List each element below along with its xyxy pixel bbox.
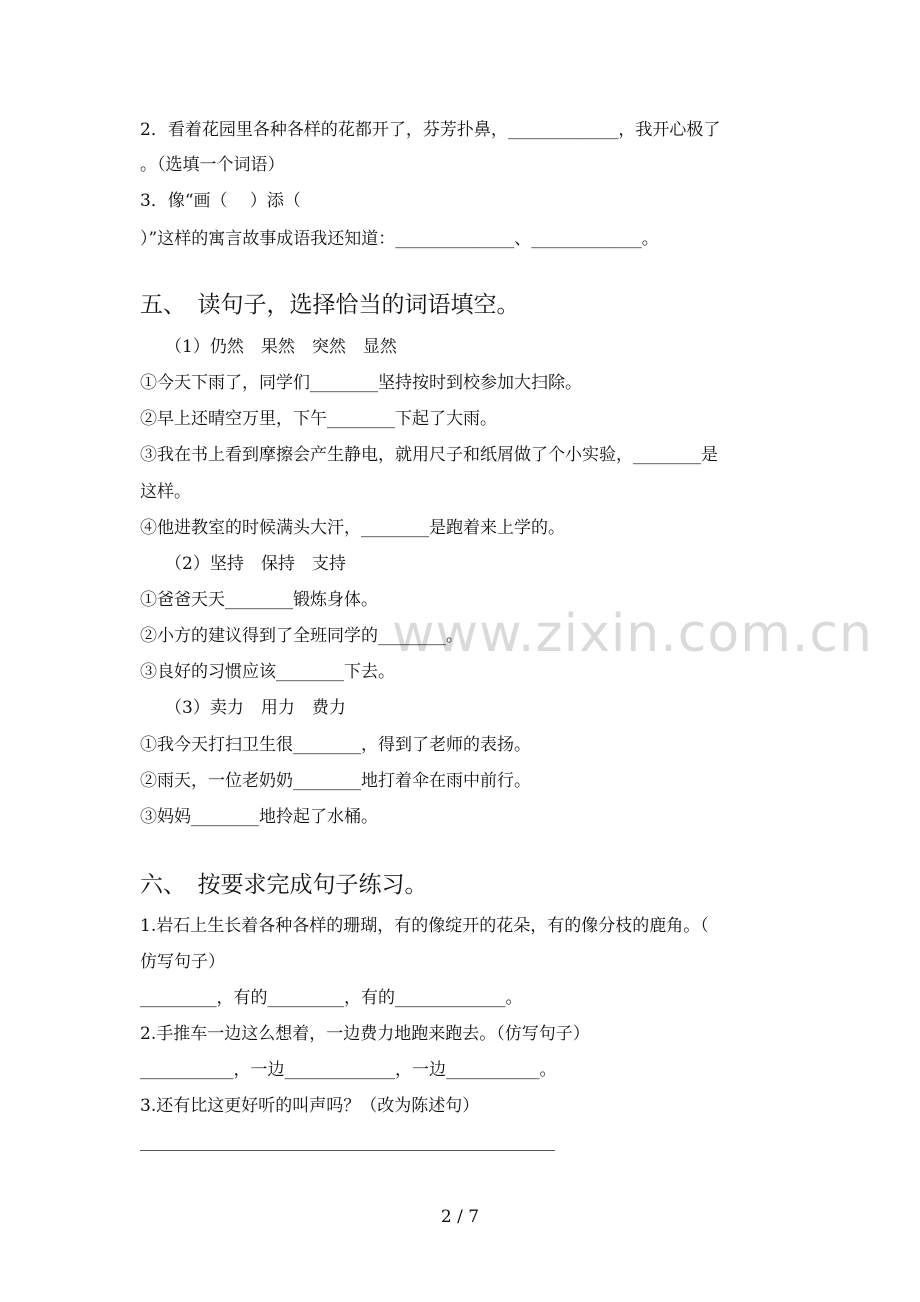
answer-line xyxy=(140,1150,555,1151)
watermark: www.zixin.com.cn xyxy=(392,604,873,664)
section-6-question-1-answer: _________，有的_________，有的_____________。 xyxy=(140,988,523,1008)
group-1-item-2: ②早上还晴空万里，下午________下起了大雨。 xyxy=(140,409,497,429)
section-4-question-3-line-1: 3．像“画（ ）添（ xyxy=(140,191,301,211)
group-2-item-2: ②小方的建议得到了全班同学的________。 xyxy=(140,626,463,646)
section-5-heading: 五、 读句子，选择恰当的词语填空。 xyxy=(140,292,520,318)
section-6-question-2-line-1: 2.手推车一边这么想着，一边费力地跑来跑去。（仿写句子） xyxy=(140,1024,590,1044)
section-6-question-3-line-1: 3.还有比这更好听的叫声吗？（改为陈述句） xyxy=(140,1096,480,1116)
group-1-item-3-continued: 这样。 xyxy=(140,482,191,502)
section-6-heading: 六、 按要求完成句子练习。 xyxy=(140,872,428,898)
group-3-item-3: ③妈妈________地拎起了水桶。 xyxy=(140,807,378,827)
section-4-question-2-line-1: 2．看着花园里各种各样的花都开了，芬芳扑鼻，_____________，我开心极了 xyxy=(140,120,721,140)
section-4-question-3-line-2: ）”这样的寓言故事成语我还知道：______________、_____________。 xyxy=(140,229,659,249)
section-6-question-1-line-2: 仿写句子） xyxy=(140,952,225,972)
group-2-item-1: ①爸爸天天________锻炼身体。 xyxy=(140,590,378,610)
group-3-item-2: ②雨天，一位老奶奶________地打着伞在雨中前行。 xyxy=(140,771,531,791)
group-2-item-3: ③良好的习惯应该________下去。 xyxy=(140,662,395,682)
group-1-options: （1）仍然 果然 突然 显然 xyxy=(165,337,397,357)
group-3-options: （3）卖力 用力 费力 xyxy=(165,698,346,718)
group-1-item-4: ④他进教室的时候满头大汗，________是跑着来上学的。 xyxy=(140,518,565,538)
group-1-item-1: ①今天下雨了，同学们________坚持按时到校参加大扫除。 xyxy=(140,373,582,393)
section-6-question-1-line-1: 1.岩石上生长着各种各样的珊瑚，有的像绽开的花朵，有的像分枝的鹿角。（ xyxy=(140,916,709,936)
section-6-question-2-answer: ___________，一边_____________，一边___________。 xyxy=(140,1060,557,1080)
group-3-item-1: ①我今天打扫卫生很________，得到了老师的表扬。 xyxy=(140,735,531,755)
page-number: 2 / 7 xyxy=(440,1207,480,1227)
group-1-item-3: ③我在书上看到摩擦会产生静电，就用尺子和纸屑做了个小实验，________是 xyxy=(140,445,718,465)
section-4-question-2-line-2: 。（选填一个词语） xyxy=(140,155,285,175)
group-2-options: （2）坚持 保持 支持 xyxy=(165,554,346,574)
